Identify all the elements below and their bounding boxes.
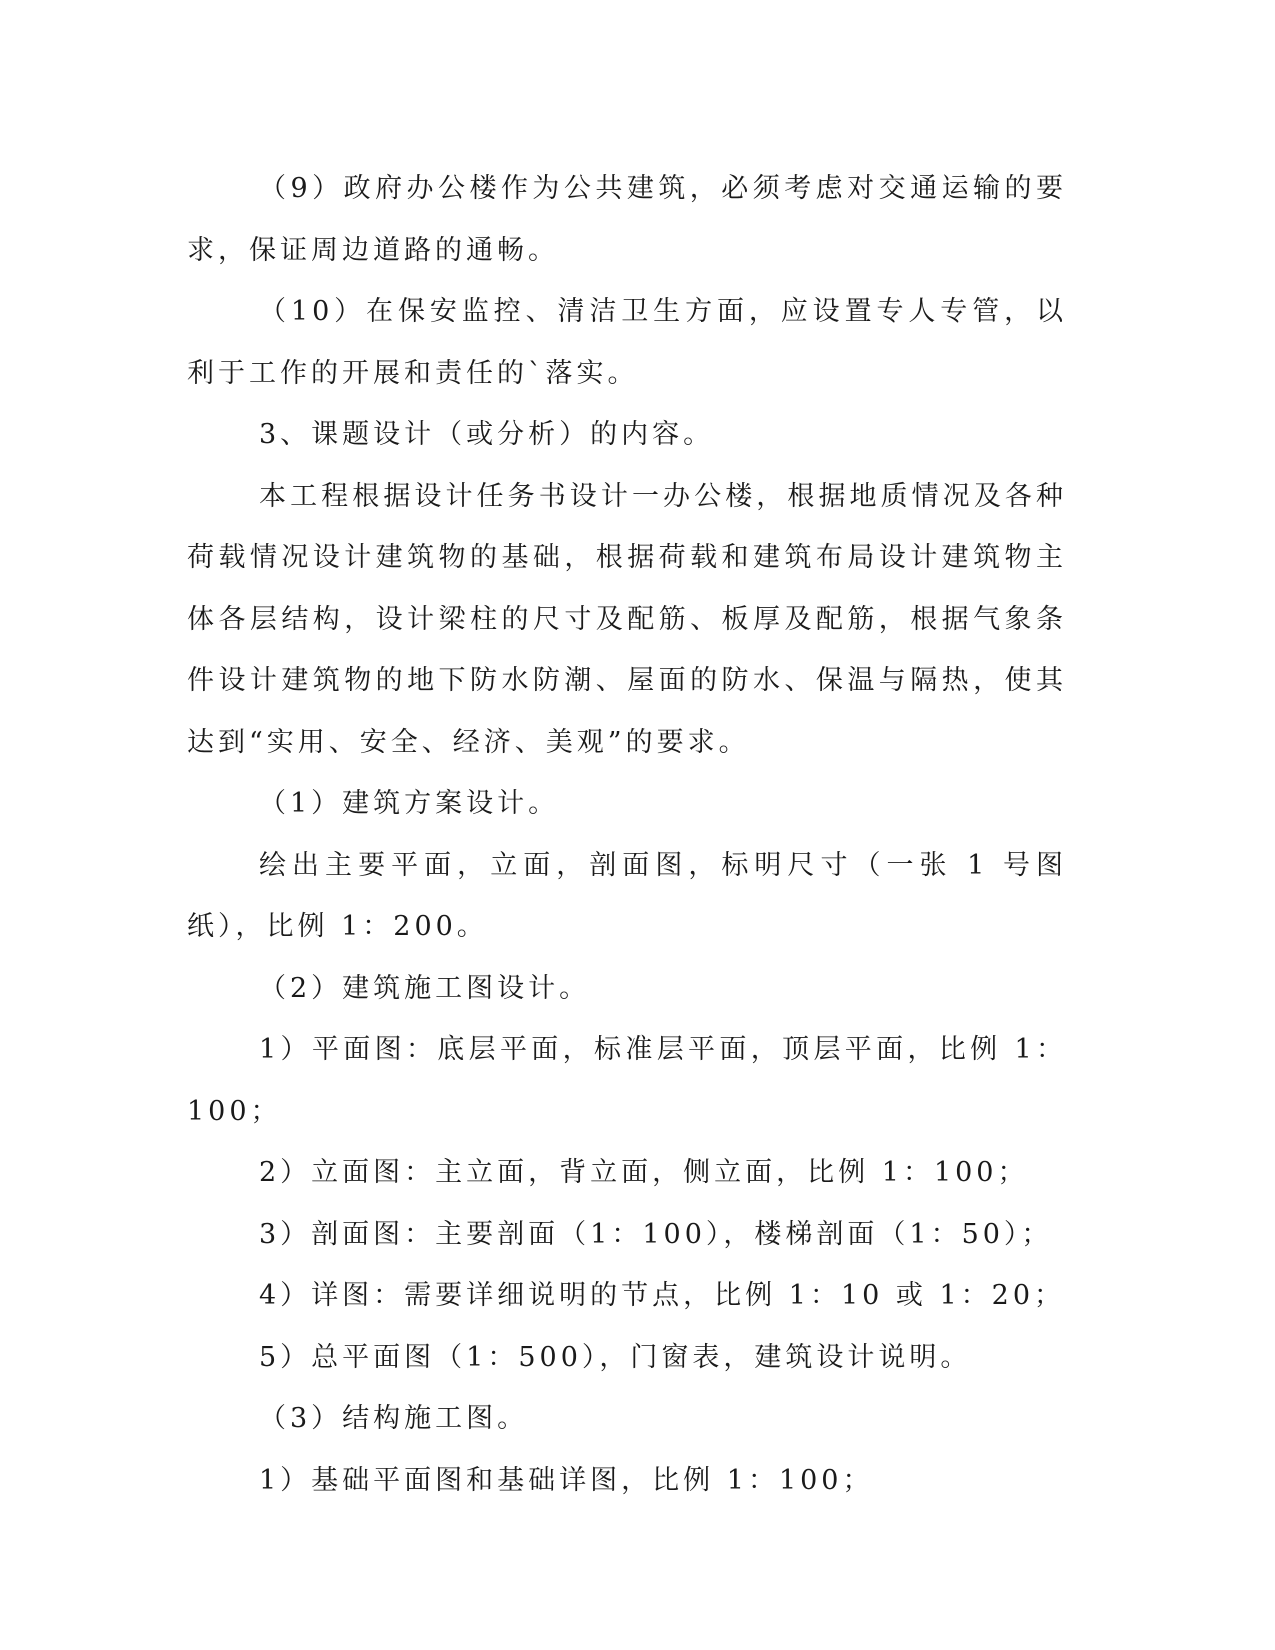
section-heading-3: 3、课题设计（或分析）的内容。 xyxy=(259,419,715,450)
item-2-heading: （2）建筑施工图设计。 xyxy=(259,972,591,1004)
item-1-description: 绘出主要平面，立面，剖面图，标明尺寸（一张 1 号图纸），比例 1：200。 xyxy=(187,849,1067,942)
document-body xyxy=(187,158,1067,1511)
paragraph-item-9: （9）政府办公楼作为公共建筑，必须考虑对交通运输的要求，保证周边道路的通畅。 xyxy=(187,173,1067,266)
item-1-heading: （1）建筑方案设计。 xyxy=(259,788,560,819)
item-3-heading: （3）结构施工图。 xyxy=(259,1403,529,1434)
item-2-subitem-5: 5）总平面图（1：500），门窗表，建筑设计说明。 xyxy=(259,1341,972,1373)
item-2-subitem-3: 3）剖面图：主要剖面（1：100），楼梯剖面（1：50）； xyxy=(259,1218,1053,1250)
paragraph-intro: 本工程根据设计任务书设计一办公楼，根据地质情况及各种荷载情况设计建筑物的基础，根据荷载和建筑布局设计建筑物主体各层结构，设计梁柱的尺寸及配筋、板厚及配筋，根据气象条件设计建筑物的地下防水防潮、屋面的防水、保温与隔热，使其达到“实用、安全、经济、美观”的要求。 xyxy=(187,480,1067,758)
paragraph-item-10: （10）在保安监控、清洁卫生方面，应设置专人专管，以利于工作的开展和责任的`落实。 xyxy=(187,296,1067,389)
item-2-subitem-2: 2）立面图：主立面，背立面，侧立面，比例 1：100； xyxy=(259,1157,1029,1188)
item-2-subitem-1: 1）平面图：底层平面，标准层平面，顶层平面，比例 1：100； xyxy=(187,1034,1067,1127)
item-2-subitem-4: 4）详图：需要详细说明的节点，比例 1：10 或 1：20； xyxy=(259,1280,1065,1311)
item-3-subitem-1: 1）基础平面图和基础详图，比例 1：100； xyxy=(259,1464,874,1496)
